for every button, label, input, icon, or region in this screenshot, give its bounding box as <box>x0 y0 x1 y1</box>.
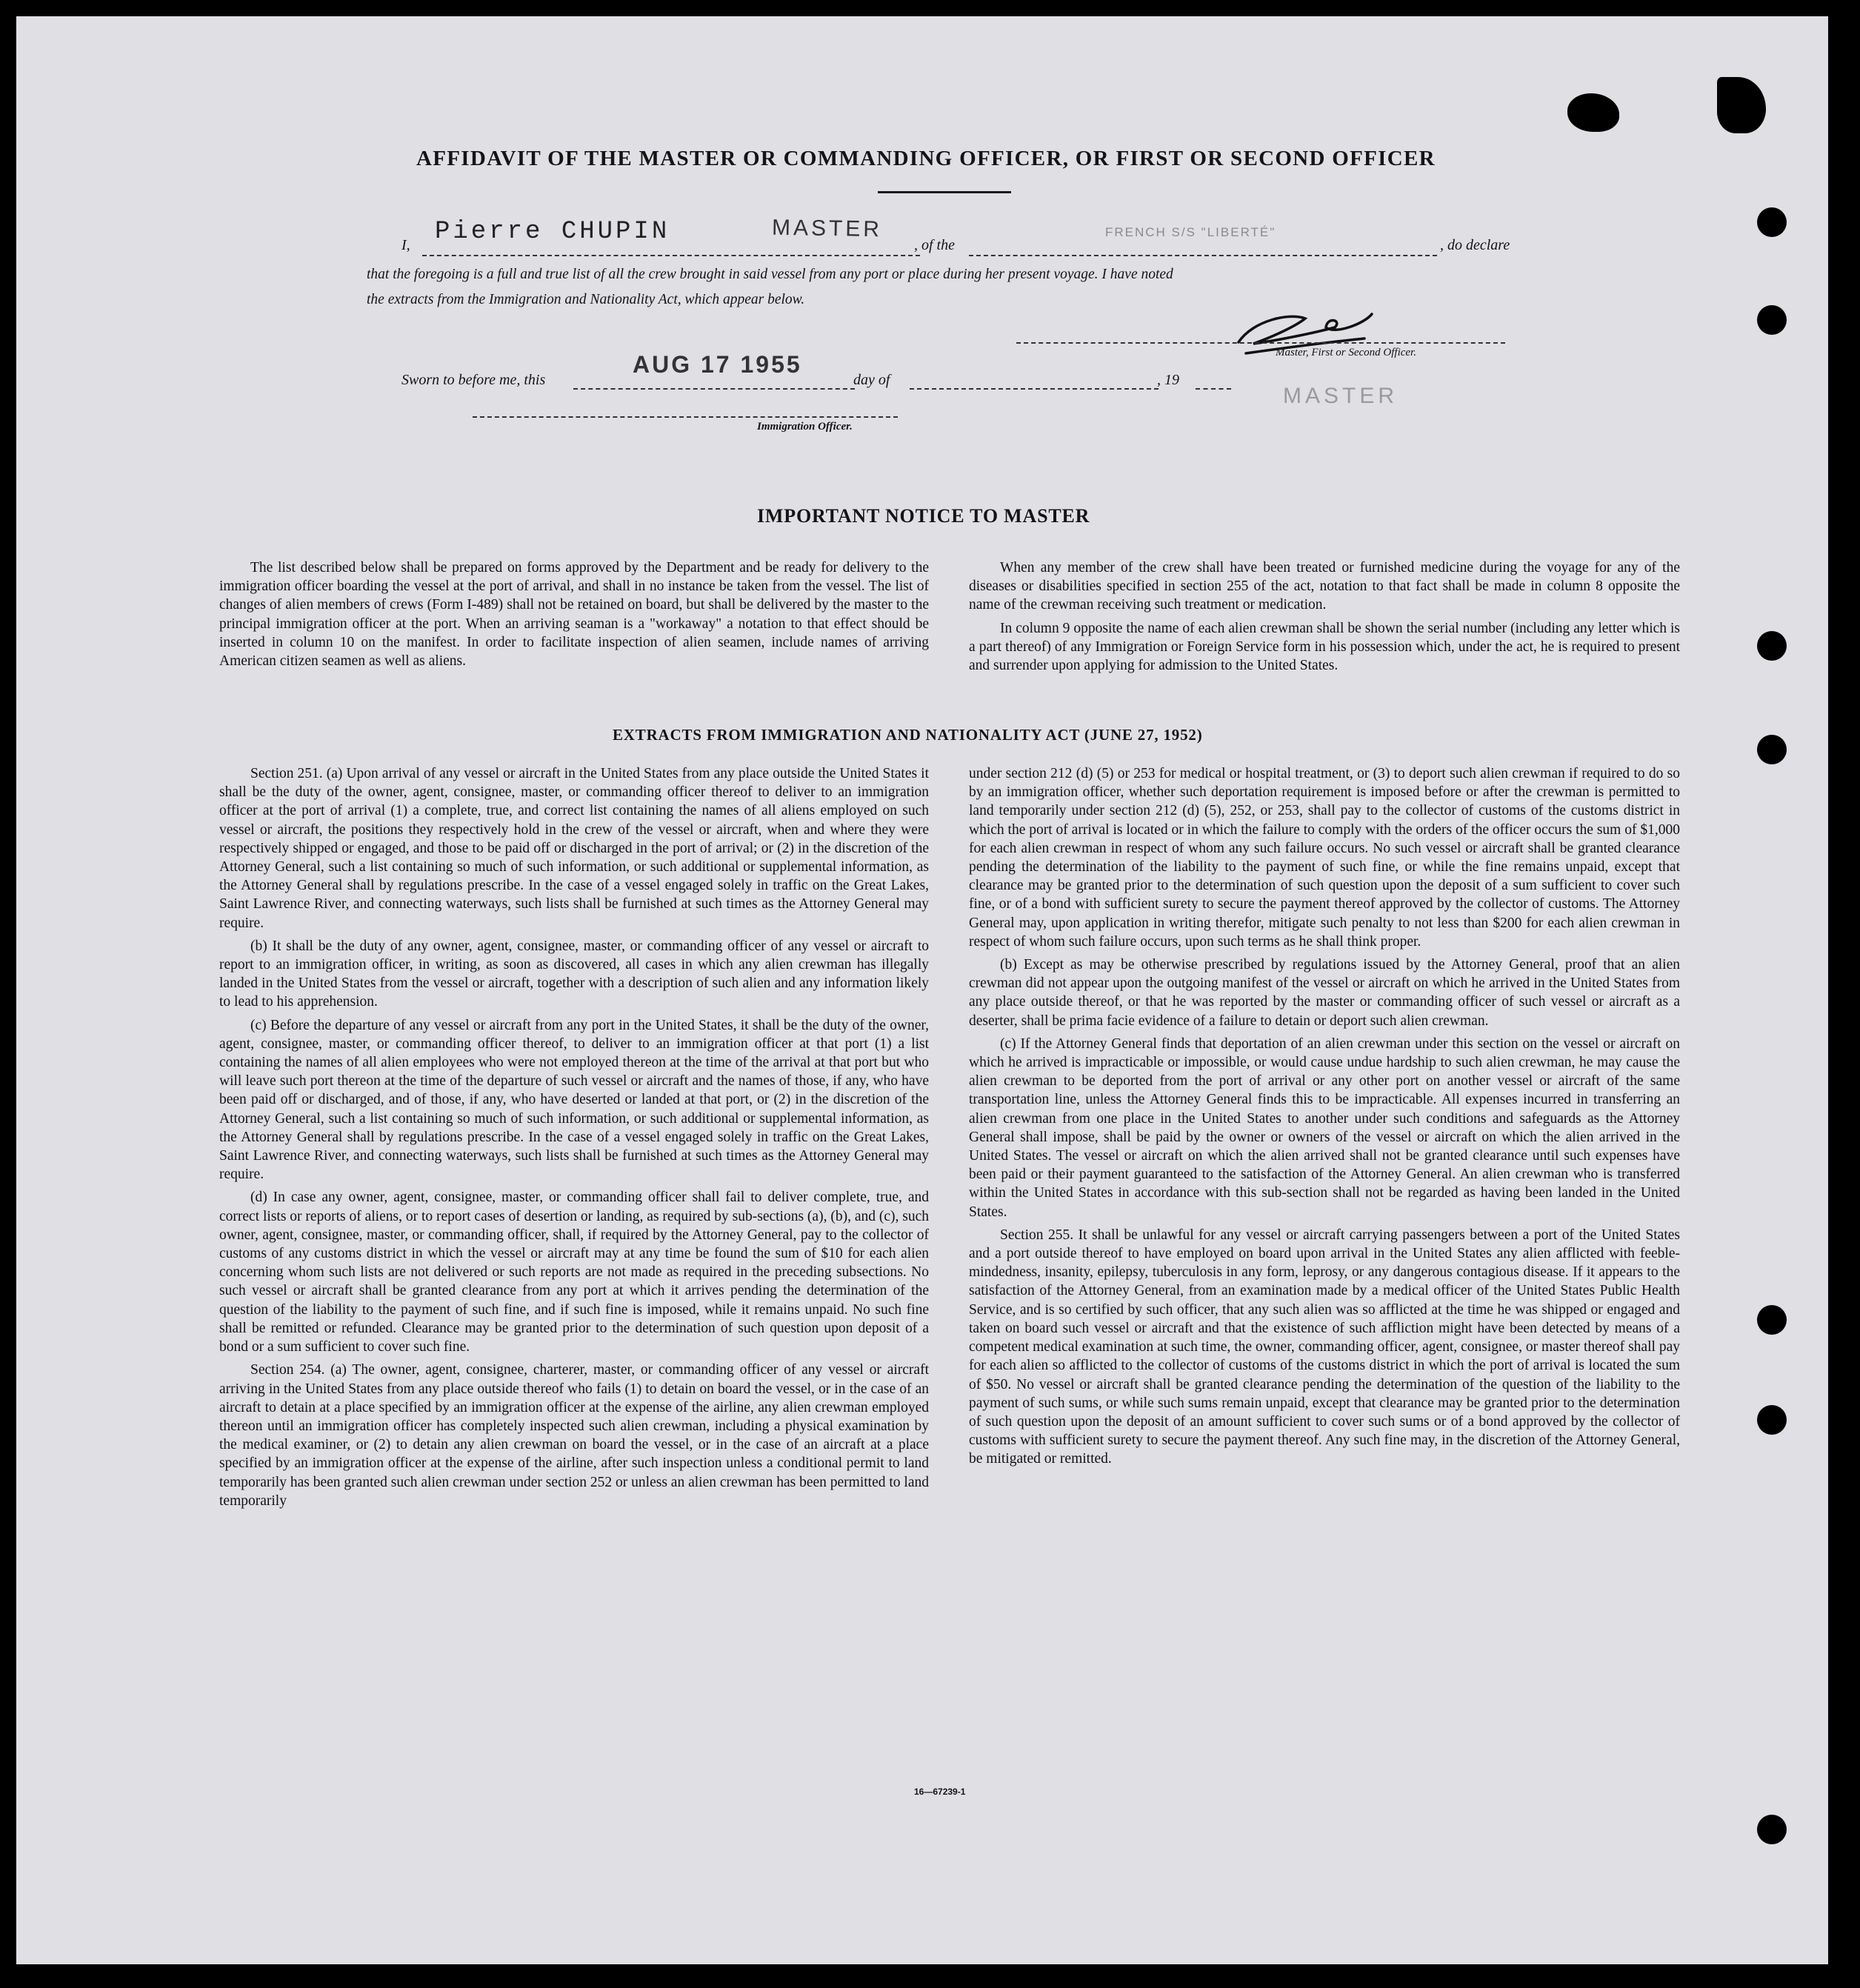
month-underline <box>910 388 1159 390</box>
notice-right-paragraph-1: When any member of the crew shall have been treated or furnished medicine during the voyage for any of the diseases or disabilities specified in section 255 of the act, notation to that fact shall be made in column 8 opposite the name of the crewman receiving such treatment or medication. <box>969 560 1680 613</box>
section-251-c: (c) Before the departure of any vessel or aircraft from any port in the United States, it shall be the duty of the owner, agent, consignee, master, or commanding officer thereof, to deliver to an immigration officer at that port (1) a list containing the names of all alien employees who were not employed thereon at the time of the arrival at that port but who will leave such port thereon at the time of the departure of such vessel or aircraft and the names of those, if any, who have been paid off or discharged, and of those, if any, who have deserted or landed at that port, or (2) in the discretion of the Attorney General, such a list containing so much of such information, or such additional or supplemental information, as the Attorney General shall by regulations prescribe. In the case of a vessel engaged solely in traffic on the Great Lakes, Saint Lawrence River, and connecting waterways, such lists shall be furnished at such times as the Attorney General may require. <box>219 1017 929 1183</box>
signature-caption: Master, First or Second Officer. <box>1276 347 1416 358</box>
section-254-a: Section 254. (a) The owner, agent, consignee, charterer, master, or commanding officer of any vessel or aircraft arriving in the United States from any place outside thereof who fails (1) to detain on board the vessel, or in the case of an aircraft to detain at a place specified by an immigration officer at the expense of the airline, any alien crewman employed thereon until an immigration officer has completely inspected such alien crewman, including a physical examination by the medical examiner, or (2) to detain any alien crewman on board the vessel, or in the case of an aircraft at a place specified by an immigration officer at the expense of the airline, after such inspection unless a conditional permit to land temporarily has been granted such alien crewman under section 252 or unless an alien crewman has been permitted to land temporarily <box>219 1362 929 1509</box>
officer-signature-line <box>473 416 898 418</box>
notice-left-column <box>219 558 929 675</box>
name-underline <box>422 255 920 256</box>
notice-right-column <box>969 558 1680 679</box>
section-254-a-continued: under section 212 (d) (5) or 253 for medical or hospital treatment, or (3) to deport such alien crewman if required to do so by an immigration officer, whether such deportation requirement is imposed before or after the crewman is permitted to land temporarily under section 212 (d) (5), 252, or 253, shall pay to the collector of customs of the customs district in which the port of arrival is located or in which the failure to comply with the orders of the officer occurs the sum of $1,000 for each alien crewman in respect of whom any such failure occurs. No such vessel or aircraft shall be granted clearance pending the determination of the liability to the payment of such fine, or while the fine remains unpaid, except that clearance may be granted prior to the determination of such question upon the deposit of a sum sufficient to cover such fine, or of a bond with sufficient surety to secure the payment thereof approved by the collector of customs. The Attorney General may, upon application in writing therefor, mitigate such penalty to not less than $200 for each alien crewman in respect of whom such failure occurs, upon such terms as he shall think proper. <box>969 766 1680 950</box>
binder-hole <box>1757 305 1787 335</box>
extracts-right-column <box>969 764 1680 1473</box>
do-declare-label: , do declare <box>1440 237 1510 253</box>
day-of-label: day of <box>853 372 890 388</box>
extracts-left-column <box>219 764 929 1515</box>
section-254-c: (c) If the Attorney General finds that deportation of an alien crewman under this section on the vessel or aircraft on which he arrived is impracticable or impossible, or would cause undue hardship to such alien crewman, he may cause the alien crewman to be deported from the port of arrival or any other port on another vessel or aircraft of the same transportation line, unless the Attorney General finds this to be impracticable. All expenses incurred in transferring an alien crewman from one place in the United States to another under such conditions and safeguards as the Attorney General shall impose, shall be paid by the owner or owners of the vessel or aircraft on which the alien arrived in the United States. The vessel or aircraft on which the alien arrived shall not be granted clearance until such expenses have been paid or their payment guaranteed to the satisfaction of the Attorney General. An alien crewman who is transferred within the United States in accordance with this sub-section shall not be regarded as having been landed in the United States. <box>969 1035 1680 1220</box>
sworn-date-stamp: AUG 17 1955 <box>633 351 802 378</box>
rank-stamp: MASTER <box>771 215 883 242</box>
vessel-stamp: FRENCH S/S "LIBERTÉ" <box>1105 225 1276 239</box>
declaration-line1: that the foregoing is a full and true list of all the crew brought in said vessel from any port or place during her present voyage. I have noted <box>367 267 1173 282</box>
paper-tear <box>1717 77 1766 133</box>
section-251-a: Section 251. (a) Upon arrival of any vessel or aircraft in the United States from any place outside the United States it shall be the duty of the owner, agent, consignee, master, or commanding officer thereof to deliver to an immigration officer at the port of arrival (1) a complete, true, and correct list containing the names of all aliens employed on such vessel or aircraft, the positions they respectively hold in the crew of the vessel or aircraft, when and where they were respectively shipped or engaged, and those to be paid off or discharged in the port of arrival; or (2) in the discretion of the Attorney General, such a list containing so much of such information, or such additional or supplemental information, as the Attorney General shall by regulations prescribe. In the case of a vessel engaged solely in traffic on the Great Lakes, Saint Lawrence River, and connecting waterways, such lists shall be furnished at such times as the Attorney General may require. <box>219 766 929 931</box>
notice-left-paragraph: The list described below shall be prepared on forms approved by the Department and be ready for delivery to the immigration officer boarding the vessel at the port of arrival, and shall in no instance be taken from the vessel. The list of changes of alien members of crews (Form I-489) shall not be retained on board, but shall be delivered by the master to the principal immigration officer at the port. When an arriving seaman is a "workaway" a notation to that effect should be inserted in column 10 on the manifest. In order to facilitate inspection of alien seamen, include names of arriving American citizen seamen as well as aliens. <box>219 560 929 670</box>
year-label: , 19 <box>1157 372 1179 388</box>
notice-right-paragraph-2: In column 9 opposite the name of each alien crewman shall be shown the serial number (including any letter which is a part thereof) of any Immigration or Foreign Service form in his possession which, under the act, he is required to present and surrender upon applying for admission to the United States. <box>969 620 1680 674</box>
master-name: Pierre CHUPIN <box>435 218 670 246</box>
master-stamp: MASTER <box>1283 384 1399 408</box>
sworn-label: Sworn to before me, this <box>401 372 546 388</box>
notice-heading: IMPORTANT NOTICE TO MASTER <box>757 505 1090 527</box>
binder-hole <box>1757 207 1787 237</box>
section-255: Section 255. It shall be unlawful for any vessel or aircraft carrying passengers between a port of the United States and a port outside thereof to have employed on board upon arrival in the United States any alien afflicted with feeble-mindedness, insanity, epilepsy, tuberculosis in any form, leprosy, or any dangerous contagious disease. If it appears to the satisfaction of the Attorney General, from an examination made by a medical officer of the United States Public Health Service, and is so certified by such officer, that any such alien was so afflicted at the time he was shipped or engaged and taken on board such vessel or aircraft and that the existence of such affliction might have been detected by means of a competent medical examination at such time, the owner, commanding officer, agent, consignee, or master thereof shall pay for each alien so afflicted to the collector of customs of the customs district in which the port of arrival is located the sum of $50. No vessel or aircraft shall be granted clearance pending the determination of the question of the liability to the payment of such sums, or while such sums remain unpaid, except that clearance may be granted prior to the determination of such question upon the deposit of an amount sufficient to cover such sums or of a bond approved by the collector of customs with sufficient surety to secure the payment thereof. Any such fine may, in the discretion of the Attorney General, be mitigated or remitted. <box>969 1227 1680 1467</box>
title-rule <box>878 191 1011 193</box>
year-underline <box>1196 388 1231 390</box>
affidavit-title: AFFIDAVIT OF THE MASTER OR COMMANDING OFFICER, OR FIRST OR SECOND OFFICER <box>416 147 1436 170</box>
section-251-d: (d) In case any owner, agent, consignee, master, or commanding officer shall fail to deliver complete, true, and correct lists or reports of aliens, or to report cases of desertion or landing, as required by sub-sections (a), (b), and (c), such owner, agent, consignee, master, or commanding officer, shall, if required by the Attorney General, pay to the collector of customs of any customs district in which the vessel or aircraft may at any time be found the sum of $10 for each alien concerning whom such lists are not delivered or such reports are not made as required in the preceding subsections. No such vessel or aircraft shall be granted clearance from any port at which it arrives pending the determination of the question of the liability to the payment of such fine, and if such fine is imposed, while it remains unpaid. No such fine shall be remitted or refunded. Clearance may be granted prior to the determination of such question upon deposit of a bond or a sum sufficient to cover such fine. <box>219 1190 929 1355</box>
binder-hole <box>1757 1305 1787 1335</box>
officer-caption: Immigration Officer. <box>757 421 853 433</box>
paper-tear <box>1567 93 1619 132</box>
i-label: I, <box>401 237 410 253</box>
vessel-underline <box>969 255 1437 256</box>
extracts-heading: EXTRACTS FROM IMMIGRATION AND NATIONALITY ACT (JUNE 27, 1952) <box>613 726 1203 744</box>
sworn-date-underline <box>573 388 855 390</box>
binder-hole <box>1757 735 1787 764</box>
signature-line <box>1016 342 1505 344</box>
section-251-b: (b) It shall be the duty of any owner, agent, consignee, master, or commanding officer of any vessel or aircraft to report to an immigration officer, in writing, as soon as discovered, all cases in which any alien crewman has illegally landed in the United States from the vessel or aircraft, together with a description of such alien and any information likely to lead to his apprehension. <box>219 938 929 1010</box>
binder-hole <box>1757 631 1787 661</box>
section-254-b: (b) Except as may be otherwise prescribed by regulations issued by the Attorney General, proof that an alien crewman did not appear upon the outgoing manifest of the vessel or aircraft on which he arrived in the United States from any place outside thereof, or that he was reported by the master or commanding officer of such vessel or aircraft as a deserter, shall be prima facie evidence of a failure to detain or deport such alien crewman. <box>969 957 1680 1029</box>
binder-hole <box>1757 1815 1787 1844</box>
of-the-label: , of the <box>914 237 955 253</box>
document-page <box>16 16 1828 1964</box>
binder-hole <box>1757 1405 1787 1435</box>
form-code: 16—67239-1 <box>914 1787 966 1797</box>
declaration-line2: the extracts from the Immigration and Nationality Act, which appear below. <box>367 292 805 307</box>
